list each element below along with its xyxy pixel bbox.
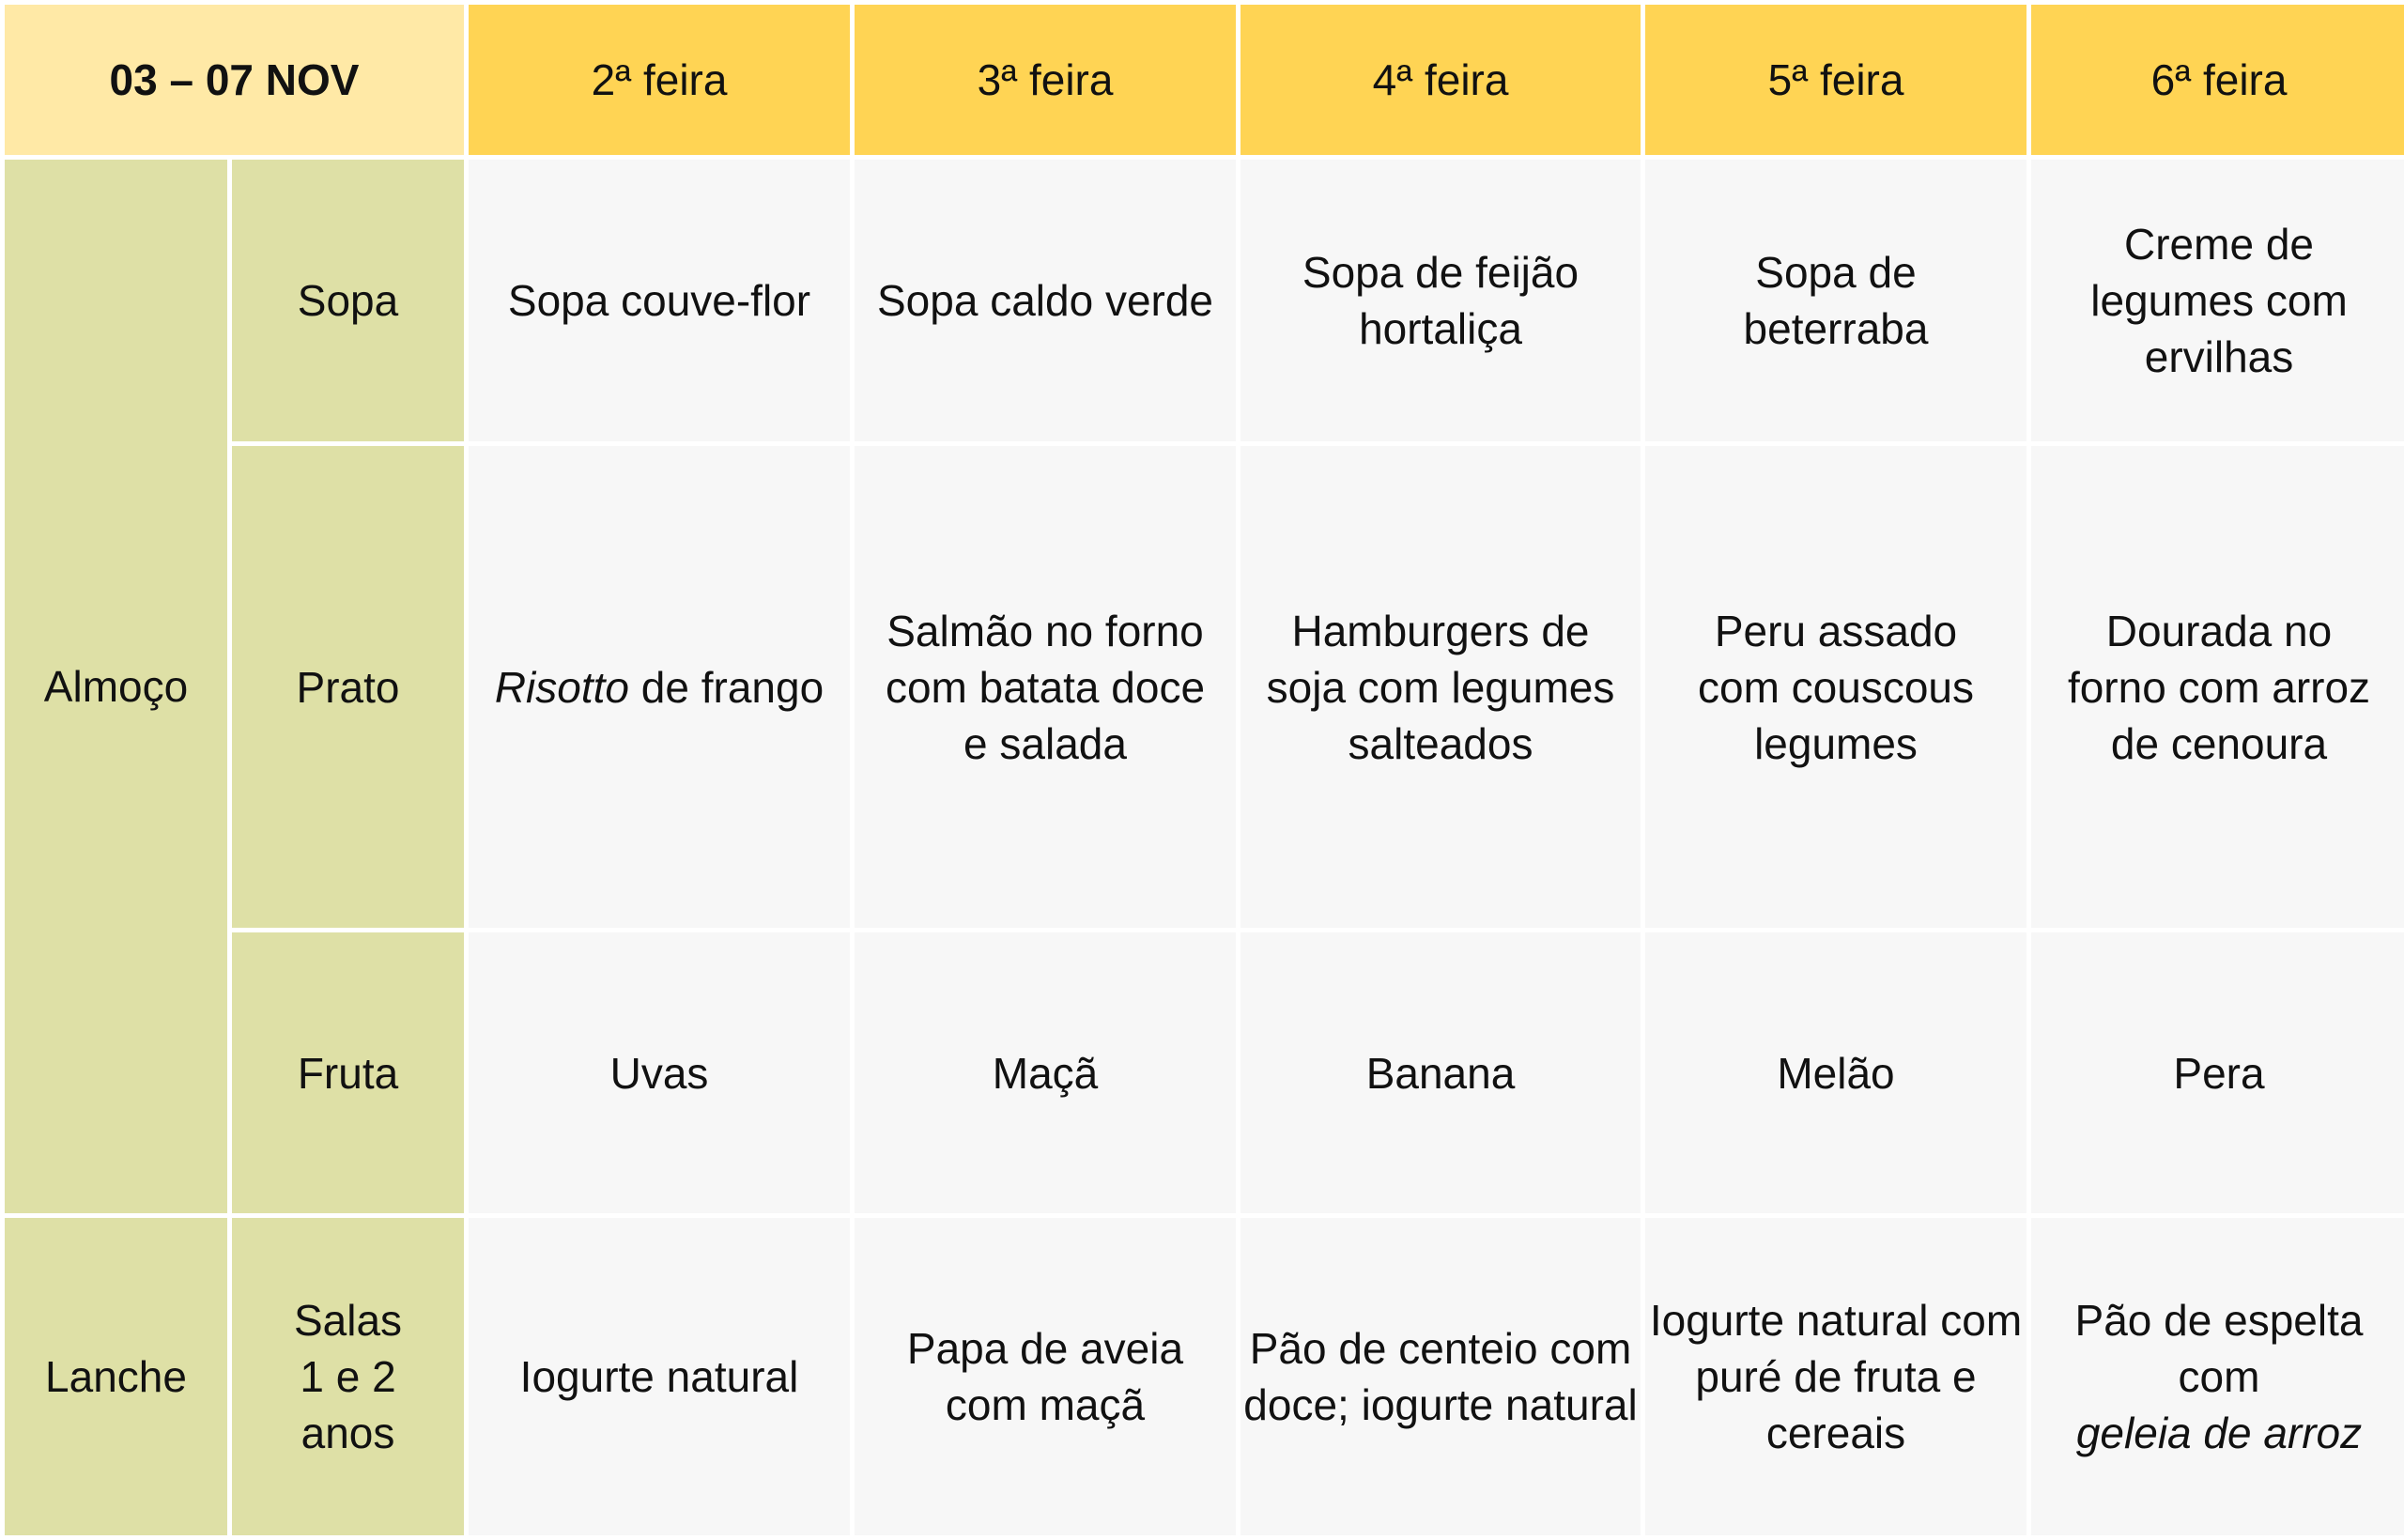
- course-label-salas: [232, 1218, 464, 1535]
- dish-prato-wednesday: Hamburgers de soja com legumes salteados: [1241, 446, 1641, 928]
- salas-line-3: anos: [300, 1409, 395, 1457]
- dish-lanche-wednesday: Pão de centeio com doce; iogurte natural: [1241, 1218, 1641, 1535]
- dish-lanche-monday: Iogurte natural: [469, 1218, 850, 1535]
- day-header-tuesday: 3ª feira: [855, 5, 1236, 155]
- dish-fruta-friday: Pera: [2031, 932, 2404, 1213]
- dish-prato-monday-italic: Risotto: [494, 662, 629, 712]
- week-range: 03 – 07 NOV: [5, 5, 464, 155]
- day-header-thursday: 5ª feira: [1645, 5, 2026, 155]
- dish-prato-friday: Dourada no forno com arroz de cenoura: [2031, 446, 2404, 928]
- dish-fruta-monday: Uvas: [469, 932, 850, 1213]
- row-lanche: [5, 1218, 2404, 1535]
- meal-label-lanche: Lanche: [5, 1218, 227, 1535]
- dish-fruta-wednesday: Banana: [1241, 932, 1641, 1213]
- dish-sopa-wednesday: Sopa de feijão hortaliça: [1241, 160, 1641, 441]
- row-prato: [5, 446, 2404, 928]
- day-header-friday: 6ª feira: [2031, 5, 2404, 155]
- day-header-monday: 2ª feira: [469, 5, 850, 155]
- dish-sopa-friday: Creme de legumes com ervilhas: [2031, 160, 2404, 441]
- row-sopa: [5, 160, 2404, 441]
- dish-prato-thursday: Peru assado com couscous legumes: [1645, 446, 2026, 928]
- course-label-prato: Prato: [232, 446, 464, 928]
- dish-sopa-tuesday: Sopa caldo verde: [855, 160, 1236, 441]
- dish-fruta-thursday: Melão: [1645, 932, 2026, 1213]
- course-label-fruta: Fruta: [232, 932, 464, 1213]
- course-label-sopa: Sopa: [232, 160, 464, 441]
- dish-fruta-tuesday: Maçã: [855, 932, 1236, 1213]
- dish-prato-monday-rest: de frango: [629, 662, 824, 712]
- dish-lanche-thursday: Iogurte natural com puré de fruta e cereais: [1645, 1218, 2026, 1535]
- dish-lanche-friday-line2: geleia de arroz: [2075, 1409, 2363, 1457]
- salas-line-2: 1 e 2: [300, 1352, 396, 1401]
- meal-label-almoco: Almoço: [5, 160, 227, 1213]
- dish-prato-monday: [469, 446, 850, 928]
- row-fruta: [5, 932, 2404, 1213]
- dish-prato-tuesday: Salmão no forno com batata doce e salada: [855, 446, 1236, 928]
- dish-lanche-friday: [2031, 1218, 2404, 1535]
- dish-lanche-friday-line1: Pão de espelta com: [2074, 1296, 2364, 1401]
- dish-sopa-thursday: Sopa de beterraba: [1645, 160, 2026, 441]
- dish-lanche-tuesday: Papa de aveia com maçã: [855, 1218, 1236, 1535]
- day-header-wednesday: 4ª feira: [1241, 5, 1641, 155]
- salas-line-1: Salas: [293, 1296, 403, 1345]
- header-row: [5, 5, 2404, 155]
- dish-sopa-monday: Sopa couve-flor: [469, 160, 850, 441]
